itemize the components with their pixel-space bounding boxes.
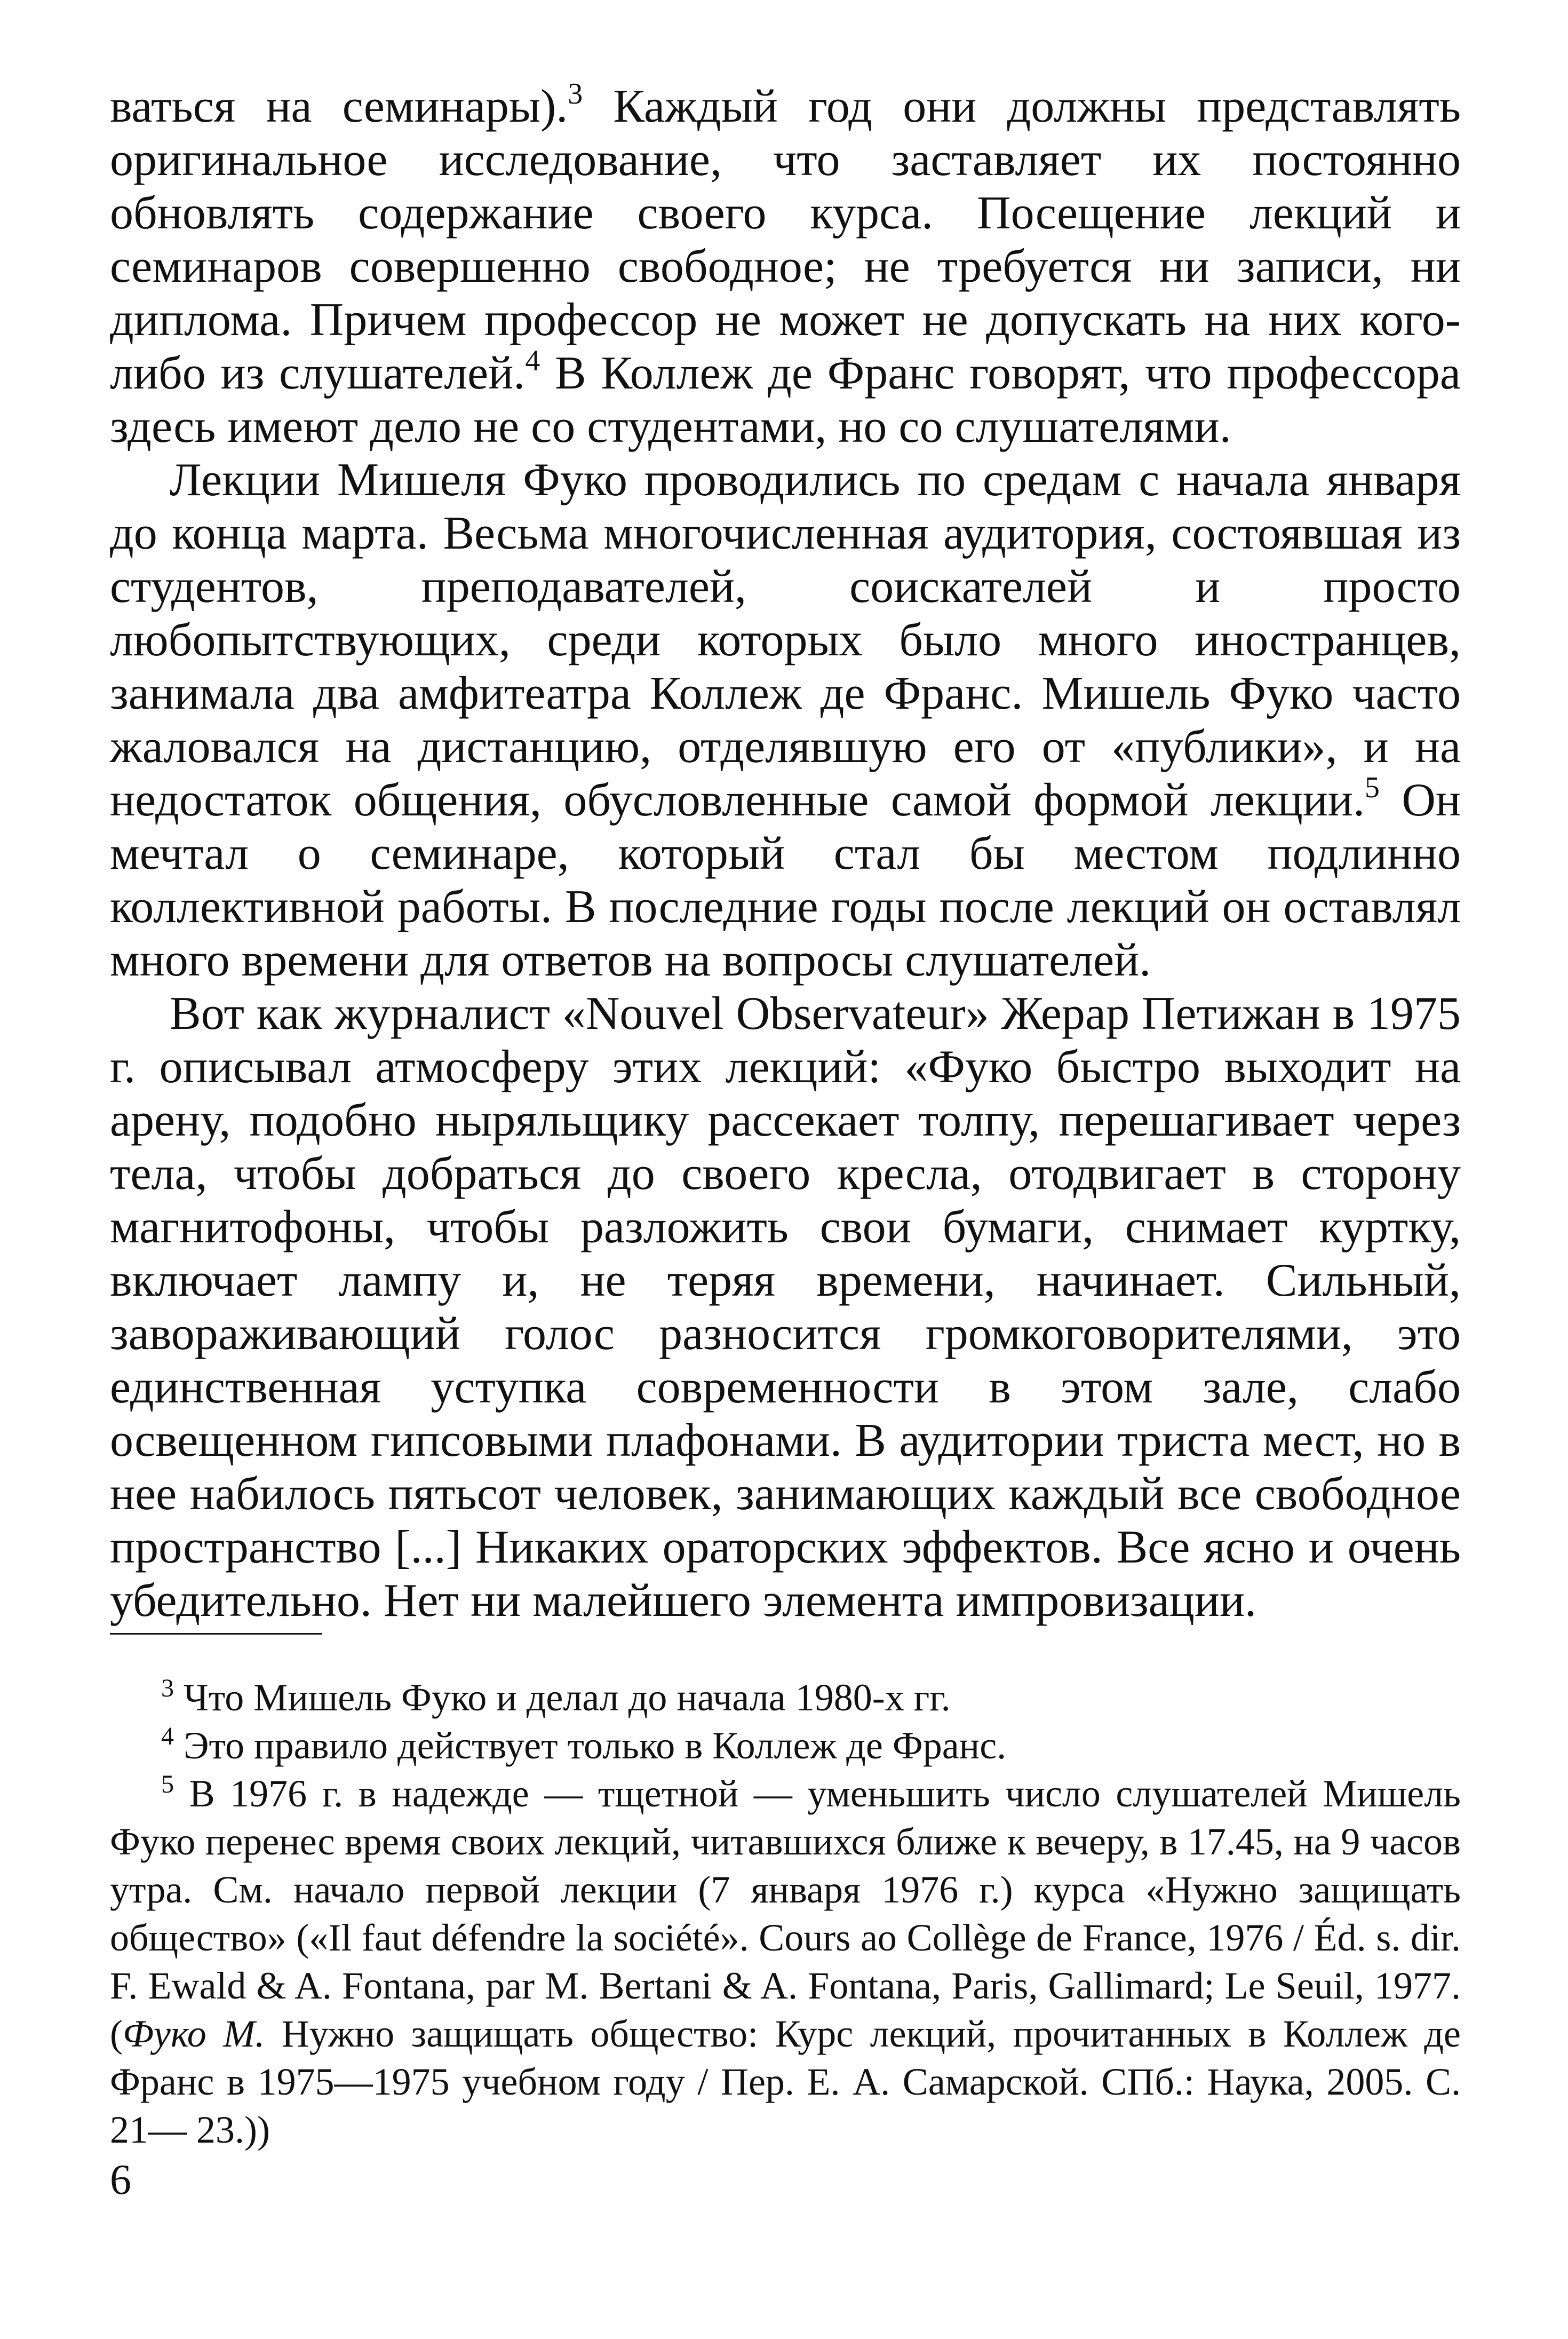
paragraph-2-text-a: Лекции Мишеля Фуко проводились по средам с начала января до конца марта. Весьма многочисленная аудитория, состоявшая из студентов, преподавателей, соискателей и просто любопытствующих, среди которых было много иностранцев, занимала два амфитеатра Коллеж де Франс. Мишель Фуко часто жаловался на дистанцию, отделявшую его от «публики», и на недостаток общения, обусловленные самой формой лекции. [110, 454, 1461, 826]
page-number: 6 [110, 2156, 131, 2203]
footnote-3 [110, 1674, 1461, 1722]
footnote-ref-5[interactable]: 5 [1365, 771, 1380, 804]
paragraph-1-text-c: В Коллеж де Франс говорят, что профессора здесь имеют дело не со студентами, но со слушателями. [110, 347, 1461, 453]
footnote-5-text-a: В 1976 г. в надежде — тщетной — уменьшить число слушателей Мишель Фуко перенес время своих лекций, читавшихся ближе к вечеру, в 17.45, на 9 часов утра. См. начало первой лекции (7 января 1976 г.) курса «Нужно защищать общество» («Il faut défendre la société». Cours ao Collège de France, 1976 / Éd. s. dir. F. Ewald & A. Fontana, par M. Bertani & A. Fontana, Paris, Gallimard; Le Seuil, 1977. ( [110, 1772, 1461, 2055]
footnote-5 [110, 1770, 1461, 2154]
footnote-5-text-b: Нужно защищать общество: Курс лекций, прочитанных в Коллеж де Франс в 1975—1975 учебном году / Пер. Е. А. Самарской. СПб.: Наука, 2005. С. 21— 23.)) [110, 2012, 1461, 2151]
footnote-3-text: Что Мишель Фуко и делал до начала 1980-х гг. [174, 1676, 951, 1719]
paragraph-2 [110, 454, 1461, 987]
footnotes [110, 1674, 1461, 2154]
footnote-3-mark: 3 [161, 1674, 174, 1702]
footnote-4-mark: 4 [161, 1722, 174, 1750]
footnote-ref-4[interactable]: 4 [525, 344, 540, 377]
footnote-5-mark: 5 [161, 1770, 174, 1798]
footnote-4-text: Это правило действует только в Коллеж де Франс. [174, 1724, 1007, 1767]
footnote-5-author: Фуко М. [122, 2012, 265, 2055]
paragraph-3: Вот как журналист «Nouvel Observateur» Жерар Петижан в 1975 г. описывал атмосферу этих лекций: «Фуко быстро выходит на арену, подобно ныряльщику рассекает толпу, перешагивает через тела, чтобы добраться до своего кресла, отодвигает в сторону магнитофоны, чтобы разложить свои бумаги, снимает куртку, включает лампу и, не теряя времени, начинает. Сильный, завораживающий голос разносится громкоговорителями, это единственная уступка современности в этом зале, слабо освещенном гипсовыми плафонами. В аудитории триста мест, но в нее набилось пятьсот человек, занимающих каждый все свободное пространство [...] Никаких ораторских эффектов. Все ясно и очень убедительно. Нет ни малейшего элемента импровизации. [110, 988, 1461, 1627]
paragraph-1 [110, 77, 1461, 454]
paragraph-1-text-b: Каждый год они должны представлять оригинальное исследование, что заставляет их постоянно обновлять содержание своего курса. Посещение лекций и семинаров совершенно свободное; не требуется ни записи, ни диплома. Причем профессор не может не допускать на них кого-либо из слушателей. [110, 81, 1461, 399]
paragraph-1-text-a: ваться на семинары). [110, 81, 568, 132]
footnote-4 [110, 1722, 1461, 1770]
paragraph-2-text-b: Он мечтал о семинаре, который стал бы местом подлинно коллективной работы. В последние годы после лекций он оставлял много времени для ответов на вопросы слушателей. [110, 774, 1461, 986]
footnote-divider [110, 1633, 322, 1635]
footnote-ref-3[interactable]: 3 [568, 77, 583, 110]
main-text [110, 77, 1461, 1628]
